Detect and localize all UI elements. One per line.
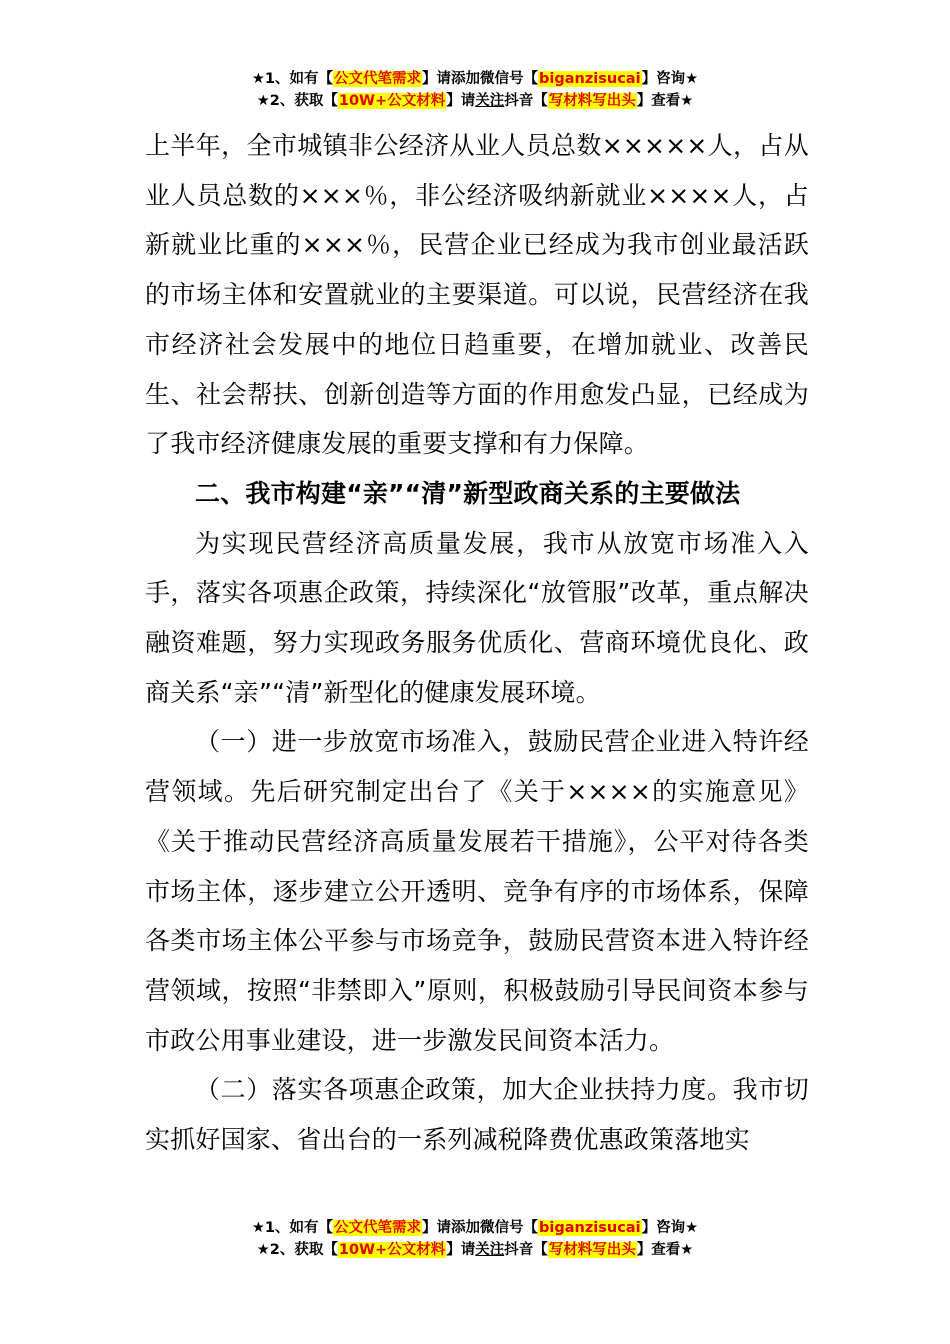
- banner-highlight: biganzisucai: [539, 71, 641, 87]
- banner-highlight: 公文代笔需求: [334, 1220, 422, 1236]
- banner-highlight: biganzisucai: [539, 1220, 641, 1236]
- banner-highlight: 10W+公文材料: [338, 1242, 446, 1258]
- banner-text: 抖音【: [504, 93, 548, 109]
- banner-text: 抖音【: [504, 1242, 548, 1258]
- banner-highlight: 10W+公文材料: [338, 93, 446, 109]
- banner-underline: 关注: [475, 93, 505, 109]
- paragraph: （一）进一步放宽市场准入，鼓励民营企业进入特许经营领域。先后研究制定出台了《关于××××的实施意见》《关于推动民营经济高质量发展若干措施》，公平对待各类市场主体，逐步建立公开透明、竞争有序的市场体系，保障各类市场主体公平参与市场竞争，鼓励民营资本进入特许经营领域，按照“非禁即入”原则，积极鼓励引导民间资本参与市政公用事业建设，进一步激发民间资本活力。: [145, 727, 809, 1055]
- banner-text: 微信号【: [480, 71, 539, 87]
- banner-text: 】查看★: [636, 93, 694, 109]
- header-banner: [0, 68, 950, 112]
- banner-highlight: 写材料写出头: [548, 93, 636, 109]
- banner-text: 】咨询★: [641, 1220, 699, 1236]
- banner-text: 】咨询★: [641, 71, 699, 87]
- banner-text: 】请: [446, 1242, 476, 1258]
- footer-banner: [0, 1217, 950, 1261]
- banner-text: ★2、获取【: [256, 93, 338, 109]
- banner-text: 】查看★: [636, 1242, 694, 1258]
- paragraph: 为实现民营经济高质量发展，我市从放宽市场准入入手，落实各项惠企政策，持续深化“放管服”改革，重点解决融资难题，努力实现政务服务优质化、营商环境优良化、政商关系“亲”“清”新型化的健康发展环境。: [145, 528, 809, 707]
- banner-line-1: [0, 68, 950, 90]
- banner-text: 】请添加: [422, 71, 481, 87]
- paragraph: 上半年，全市城镇非公经济从业人员总数×××××人，占从业人员总数的×××％，非公经济吸纳新就业××××人，占新就业比重的×××％，民营企业已经成为我市创业最活跃的市场主体和安置就业的主要渠道。可以说，民营经济在我市经济社会发展中的地位日趋重要，在增加就业、改善民生、社会帮扶、创新创造等方面的作用愈发凸显，已经成为了我市经济健康发展的重要支撑和有力保障。: [145, 131, 809, 459]
- banner-text: 微信号【: [480, 1220, 539, 1236]
- banner-text: ★1、如有【: [251, 71, 334, 87]
- section-heading: 二、我市构建“亲”“清”新型政商关系的主要做法: [195, 478, 741, 508]
- banner-highlight: 写材料写出头: [548, 1242, 636, 1258]
- paragraph: （二）落实各项惠企政策，加大企业扶持力度。我市切实抓好国家、省出台的一系列减税降费优惠政策落地实: [145, 1075, 809, 1155]
- banner-text: ★1、如有【: [251, 1220, 334, 1236]
- banner-text: 】请添加: [422, 1220, 481, 1236]
- banner-highlight: 公文代笔需求: [334, 71, 422, 87]
- document-body: [145, 121, 809, 1165]
- banner-line-1: [0, 1217, 950, 1239]
- banner-line-2: [0, 90, 950, 112]
- banner-text: 】请: [446, 93, 476, 109]
- banner-text: ★2、获取【: [256, 1242, 338, 1258]
- banner-line-2: [0, 1239, 950, 1261]
- banner-underline: 关注: [475, 1242, 505, 1258]
